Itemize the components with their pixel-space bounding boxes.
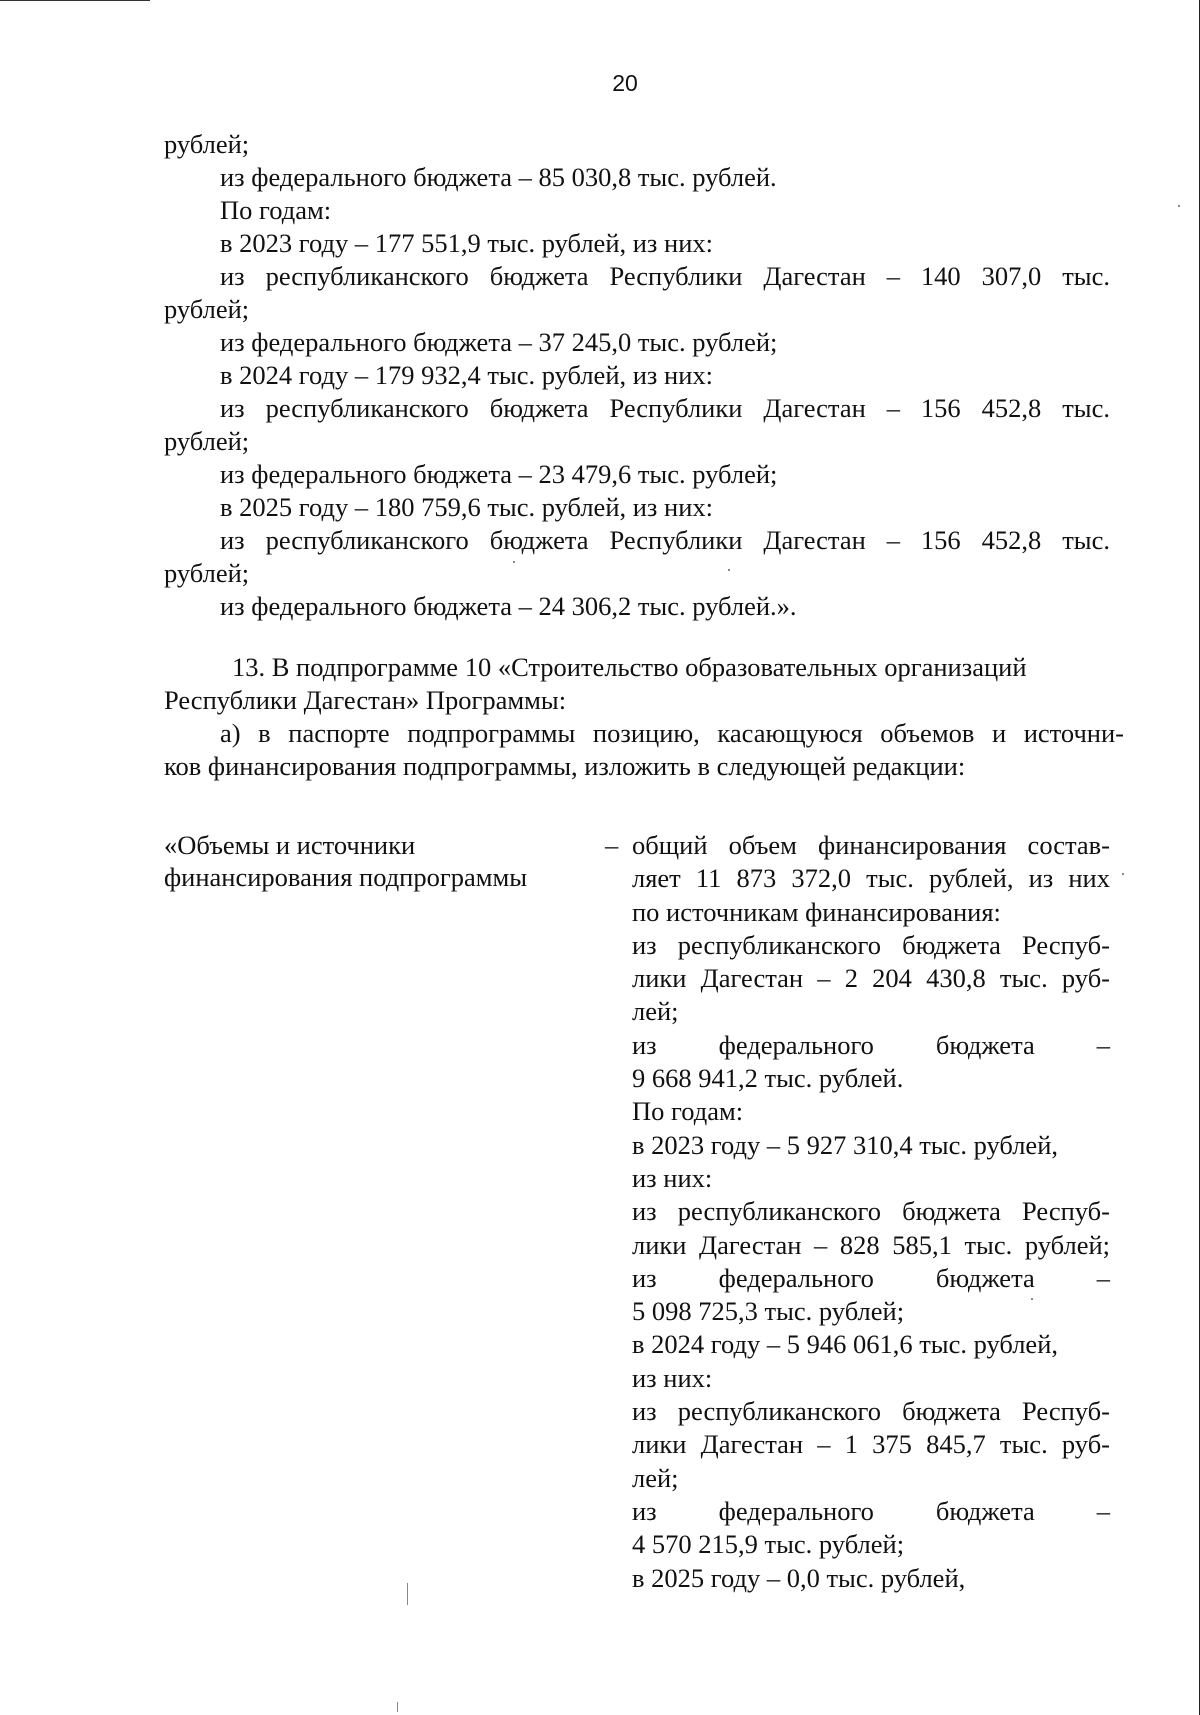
passport-value-line: лики Дагестан – 828 585,1 тыс. рублей; [632,1229,1110,1260]
passport-value-line: по источникам финансирования: [632,896,1001,927]
budget-text-line: в 2024 году – 179 932,4 тыс. рублей, из них: [220,360,714,390]
scan-speck [397,1702,398,1712]
budget-text-line: из федерального бюджета – 23 479,6 тыс. рублей; [220,459,778,489]
passport-value-line: ляет 11 873 372,0 тыс. рублей, из них [632,863,1110,894]
budget-text-line: в 2025 году – 180 759,6 тыс. рублей, из них: [220,492,714,522]
passport-value-line: По годам: [632,1096,744,1127]
passport-label-line-2: финансирования подпрограммы [164,862,528,892]
section-text-line: а) в паспорте подпрограммы позицию, касающуюся объемов и источни- [220,718,1124,748]
budget-text-line: из федерального бюджета – 37 245,0 тыс. рублей; [220,327,778,357]
budget-text-line: рублей; [164,129,250,159]
passport-label-line-1: «Объемы и источники [164,830,416,860]
budget-text-line: из федерального бюджета – 24 306,2 тыс. рублей.». [220,591,797,621]
passport-value-line: в 2025 году – 0,0 тыс. рублей, [632,1562,966,1593]
passport-value-line: из них: [632,1162,713,1193]
passport-value-line: 9 668 941,2 тыс. рублей. [632,1063,904,1094]
scan-speck [407,1583,408,1605]
scan-speck [1122,873,1124,875]
passport-value-line: в 2023 году – 5 927 310,4 тыс. рублей, [632,1129,1059,1160]
budget-text-line: из республиканского бюджета Республики Дагестан – 156 452,8 тыс. [220,525,1110,555]
scan-speck [728,569,730,571]
passport-value-line: из республиканского бюджета Респуб- [632,929,1110,960]
section-text-line: 13. В подпрограмме 10 «Строительство образовательных организаций [232,652,1027,682]
budget-text-line: рублей; [164,426,250,456]
section-text-line: ков финансирования подпрограммы, изложить в следующей редакции: [164,751,966,781]
budget-text-line: По годам: [220,195,332,225]
passport-value-line: 5 098 725,3 тыс. рублей; [632,1296,905,1327]
passport-value-line: в 2024 году – 5 946 061,6 тыс. рублей, [632,1329,1059,1360]
passport-value-line: лей; [632,1462,679,1493]
budget-text-line: в 2023 году – 177 551,9 тыс. рублей, из них: [220,228,714,258]
passport-value-line: из федерального бюджета – [632,1262,1110,1293]
passport-value-line: из республиканского бюджета Респуб- [632,1196,1110,1227]
passport-value-line: из федерального бюджета – [632,1495,1110,1526]
section-text-line: Республики Дагестан» Программы: [164,685,567,715]
passport-value-line: 4 570 215,9 тыс. рублей; [632,1529,905,1560]
passport-value-line: лей; [632,996,679,1027]
scan-speck [1178,205,1180,207]
passport-dash: – [605,830,619,860]
budget-text-line: из федерального бюджета – 85 030,8 тыс. рублей. [220,162,777,192]
budget-text-line: рублей; [164,294,250,324]
scan-speck [1031,1298,1033,1300]
budget-text-line: из республиканского бюджета Республики Дагестан – 156 452,8 тыс. [220,393,1110,423]
budget-text-line: из республиканского бюджета Республики Дагестан – 140 307,0 тыс. [220,261,1110,291]
passport-value-line: из них: [632,1362,713,1393]
page-number: 20 [612,70,638,96]
passport-value-line: общий объем финансирования состав- [632,830,1110,860]
passport-value-line: из федерального бюджета – [632,1029,1110,1060]
passport-value-line: из республиканского бюджета Респуб- [632,1396,1110,1427]
passport-value-line: лики Дагестан – 2 204 430,8 тыс. руб- [632,963,1110,994]
scan-edge-top [0,0,150,1]
budget-text-line: рублей; [164,558,250,588]
passport-value-line: лики Дагестан – 1 375 845,7 тыс. руб- [632,1429,1110,1460]
passport-value-column [632,829,1110,1595]
scan-speck [513,561,515,563]
